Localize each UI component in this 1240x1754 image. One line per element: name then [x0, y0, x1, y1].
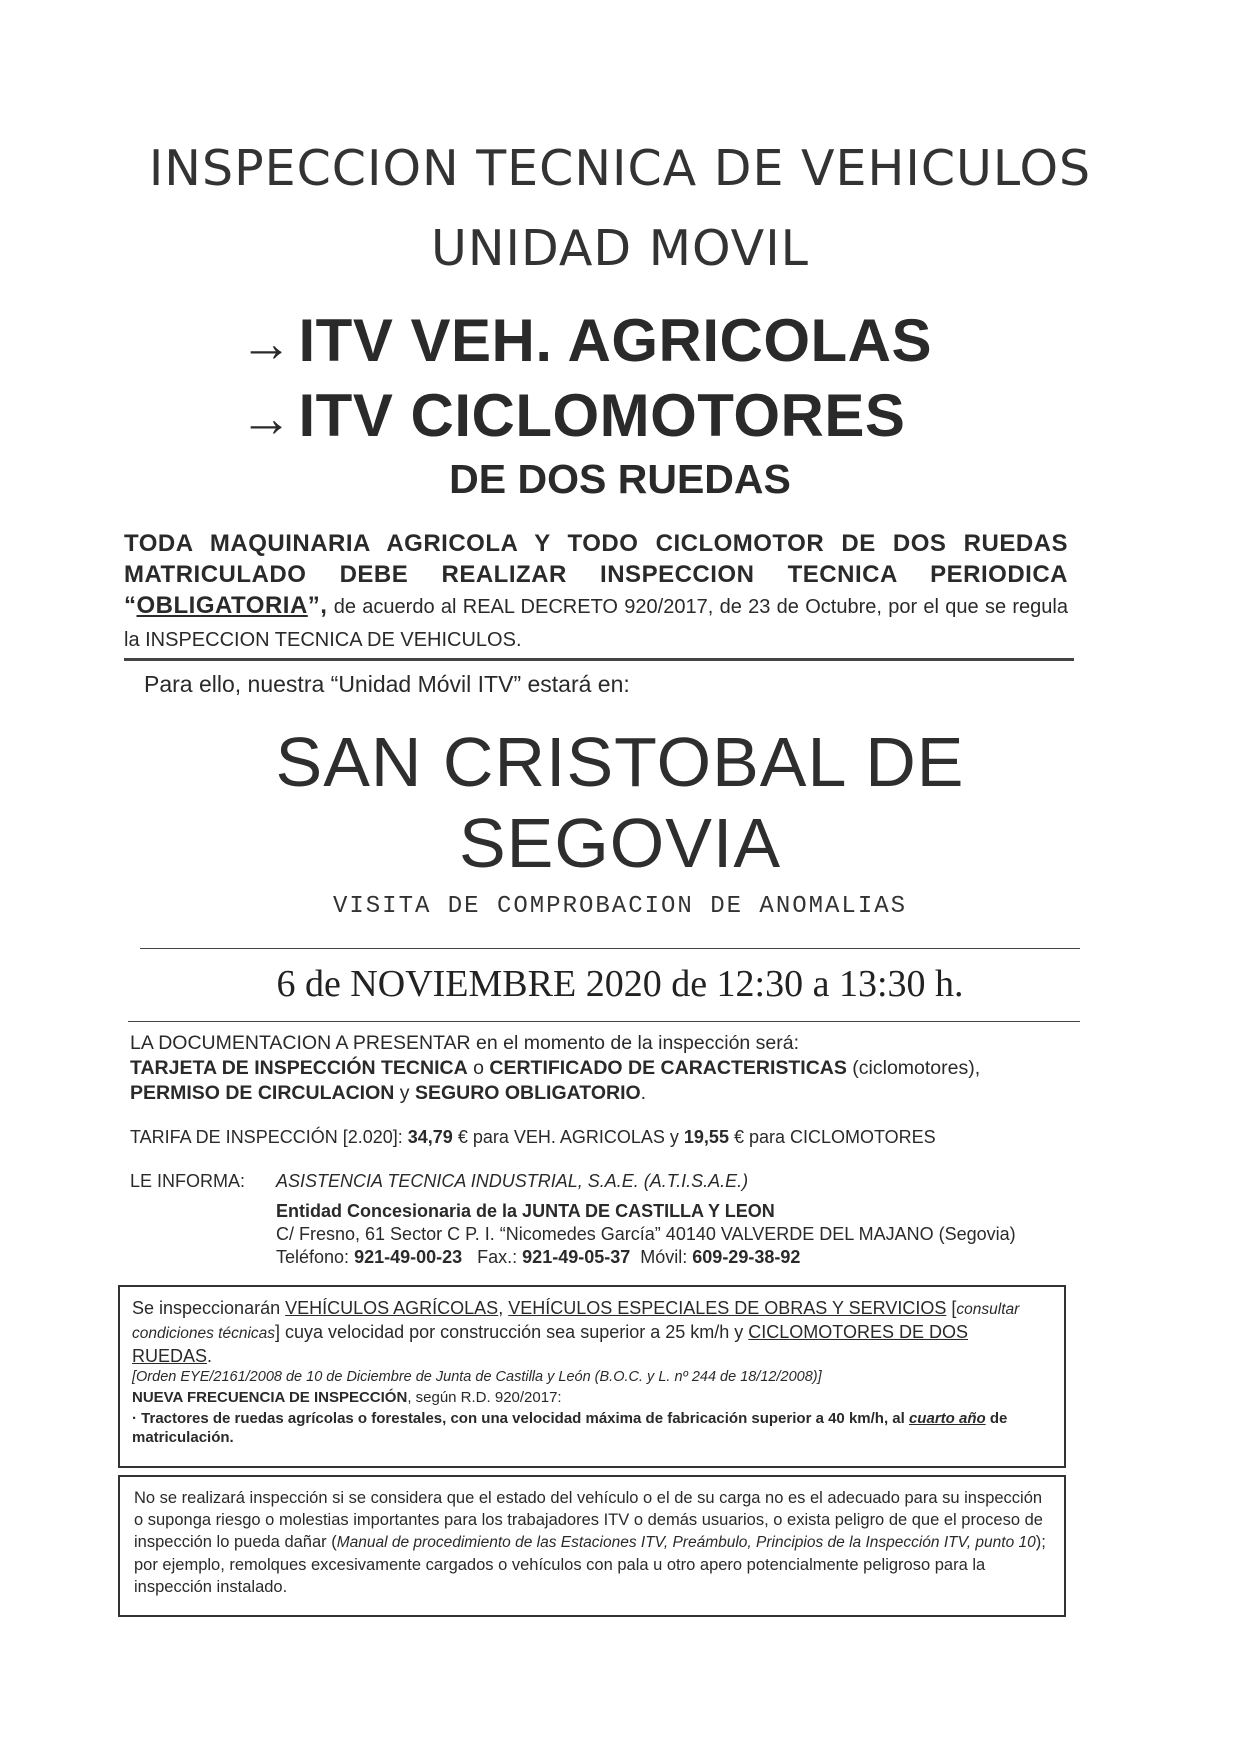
doc-dot: . [640, 1082, 647, 1104]
scope-t2: , [498, 1298, 509, 1318]
price-agricolas: 34,79 [407, 1127, 453, 1147]
scope-t5: . [207, 1346, 213, 1366]
scope-agricolas: VEHÍCULOS AGRÍCOLAS [285, 1298, 499, 1318]
frequency-label: NUEVA FRECUENCIA DE INSPECCIÓN [132, 1389, 408, 1406]
title-line1: INSPECCION TECNICA DE VEHICULOS [148, 140, 1092, 197]
intro-rest-text: de acuerdo al REAL DECRETO 920/2017, de 23 de Octubre, por el que se regula la INSPECCION TECNICA DE VEHICULOS. [124, 596, 1068, 651]
title-line2: UNIDAD MOVIL [431, 220, 809, 277]
vehicle-scope-box [118, 1285, 1066, 1468]
contact-block [276, 1200, 1016, 1269]
arrow-right-icon: → [240, 390, 293, 448]
location-intro: Para ello, nuestra “Unidad Móvil ITV” estará en: [144, 671, 630, 697]
service-label: ITV VEH. AGRICOLAS [298, 307, 932, 374]
arrow-right-icon: → [240, 315, 293, 373]
fax-number: 921-49-05-37 [522, 1247, 631, 1267]
doc-or: o [467, 1057, 490, 1079]
doc-tarjeta: TARJETA DE INSPECCIÓN TECNICA [130, 1057, 468, 1079]
divider [128, 1021, 1080, 1022]
service-label: ITV CICLOMOTORES [298, 382, 906, 449]
bullet-end: de matriculación. [132, 1410, 1008, 1446]
phone-line [276, 1246, 1016, 1269]
scope-text [132, 1297, 1050, 1368]
quote-open: “ [124, 592, 137, 619]
documentation-intro: LA DOCUMENTACION A PRESENTAR en el momento de la inspección será: [130, 1032, 800, 1054]
scope-ciclomotores: CICLOMOTORES DE DOS RUEDAS [132, 1322, 968, 1366]
tariff-text-ciclomotores: € para CICLOMOTORES [728, 1127, 936, 1147]
tariff-line [130, 1127, 936, 1148]
tariff-label: TARIFA DE INSPECCIÓN [2.020]: [130, 1127, 408, 1147]
price-ciclomotores: 19,55 [683, 1127, 729, 1147]
service-subtitle: DE DOS RUEDAS [449, 456, 791, 502]
schedule-date: 6 de NOVIEMBRE 2020 de 12:30 a 13:30 h. [276, 963, 964, 1005]
frequency-heading [132, 1388, 1050, 1407]
divider [140, 948, 1080, 949]
orden-reference: [Orden EYE/2161/2008 de 10 de Diciembre de Junta de Castilla y León (B.O.C. y L. nº 244 de 18/12/2008)] [132, 1369, 822, 1385]
scope-t1: Se inspeccionarán [132, 1298, 286, 1318]
intro-paragraph [124, 528, 1068, 656]
exclusion-manual: Manual de procedimiento de las Estaciones ITV, Preámbulo, Principios de la Inspección ITV, punto 10 [336, 1534, 1036, 1551]
exclusion-text [134, 1487, 1048, 1598]
scope-consultar: consultar condiciones técnicas [132, 1301, 1020, 1342]
tariff-text-agricolas: € para VEH. AGRICOLAS y [452, 1127, 684, 1147]
entidad-text: Entidad Concesionaria de la JUNTA DE CASTILLA Y LEON [276, 1201, 775, 1221]
exclusion-t2: ); por ejemplo, remolques excesivamente cargados o vehículos con pala u otro apero potencialmente peligroso para la inspección instalado. [134, 1533, 1046, 1596]
documentation-list [130, 1056, 1080, 1081]
exclusion-t1: No se realizará inspección si se considera que el estado del vehículo o el de su carga no es el adecuado para su inspección o suponga riesgo o molestias importantes para los trabajadores ITV o demás usuarios, o exista peligro de que el proceso de inspección lo pueda dañar ( [134, 1489, 1043, 1551]
scope-t3: [ [946, 1298, 957, 1318]
doc-and: y [394, 1082, 415, 1104]
address-text: C/ Fresno, 61 Sector C P. I. “Nicomedes García” 40140 VALVERDE DEL MAJANO (Segovia) [276, 1224, 1016, 1244]
mobile-label: Móvil: [630, 1247, 693, 1267]
visit-type: VISITA DE COMPROBACION DE ANOMALIAS [332, 893, 908, 920]
service-itv-agricolas [240, 306, 932, 375]
informa-company: ASISTENCIA TECNICA INDUSTRIAL, S.A.E. (A.T.I.S.A.E.) [276, 1171, 749, 1191]
doc-seguro: SEGURO OBLIGATORIO [414, 1082, 641, 1104]
documentation-section [130, 1031, 1080, 1106]
phone-number: 921-49-00-23 [354, 1247, 463, 1267]
phone-label: Teléfono: [276, 1247, 355, 1267]
place-name-line2: SEGOVIA [458, 804, 782, 882]
scope-t4: ] cuya velocidad por construcción sea superior a 25 km/h y [275, 1322, 749, 1342]
exclusion-box [118, 1475, 1066, 1617]
intro-bold-text: TODA MAQUINARIA AGRICOLA Y TODO CICLOMOTOR DE DOS RUEDAS MATRICULADO DEBE REALIZAR INSPECCION TECNICA PERIODICA [124, 530, 1068, 588]
service-itv-ciclomotores [240, 381, 905, 450]
fax-label: Fax.: [462, 1247, 523, 1267]
doc-ciclomotores-note: (ciclomotores), [846, 1057, 981, 1079]
frequency-bullet [132, 1409, 1050, 1447]
frequency-rd: , según R.D. 920/2017: [407, 1389, 562, 1406]
scope-especiales: VEHÍCULOS ESPECIALES DE OBRAS Y SERVICIOS [508, 1298, 947, 1318]
place-name-line1: SAN CRISTOBAL DE [275, 723, 965, 801]
obligatoria-text: OBLIGATORIA [136, 592, 308, 619]
doc-certificado: CERTIFICADO DE CARACTERISTICAS [489, 1057, 847, 1079]
informa-label: LE INFORMA: [130, 1171, 246, 1191]
divider [124, 658, 1074, 661]
documentation-list-2 [130, 1081, 1080, 1106]
quote-close: ”, [307, 592, 328, 619]
doc-permiso: PERMISO DE CIRCULACION [130, 1082, 395, 1104]
mobile-number: 609-29-38-92 [692, 1247, 801, 1267]
bullet-text: · Tractores de ruedas agrícolas o forestales, con una velocidad máxima de fabricación superior a 40 km/h, al [132, 1410, 909, 1427]
bullet-cuarto: cuarto año [908, 1410, 986, 1427]
